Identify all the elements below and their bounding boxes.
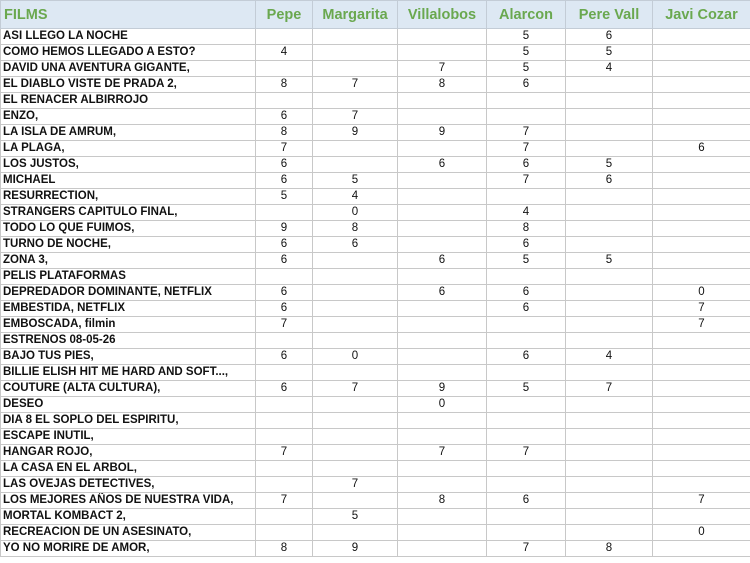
header-row: [1, 1, 750, 29]
pepe-score-cell[interactable]: 7: [256, 493, 313, 509]
pepe-score-cell[interactable]: 6: [256, 349, 313, 365]
javi-cozar-score-cell[interactable]: [653, 541, 750, 557]
pepe-score-cell[interactable]: 9: [256, 221, 313, 237]
margarita-score-cell[interactable]: [313, 429, 398, 445]
javi-cozar-score-cell[interactable]: 7: [653, 301, 750, 317]
villalobos-score-cell[interactable]: [398, 349, 487, 365]
villalobos-score-cell[interactable]: [398, 365, 487, 381]
alarcon-score-cell[interactable]: [487, 365, 566, 381]
table-row: [1, 45, 750, 61]
javi-cozar-score-cell[interactable]: [653, 253, 750, 269]
pere-vall-score-cell[interactable]: [566, 141, 653, 157]
pepe-score-cell[interactable]: 8: [256, 541, 313, 557]
column-header-margarita[interactable]: Margarita: [313, 1, 398, 29]
table-row: [1, 205, 750, 221]
alarcon-score-cell[interactable]: 6: [487, 493, 566, 509]
margarita-score-cell[interactable]: [313, 285, 398, 301]
margarita-score-cell[interactable]: 7: [313, 77, 398, 93]
table-row: [1, 525, 750, 541]
margarita-score-cell[interactable]: 5: [313, 173, 398, 189]
pere-vall-score-cell[interactable]: [566, 285, 653, 301]
table-row: [1, 397, 750, 413]
pere-vall-score-cell[interactable]: [566, 269, 653, 285]
film-title-cell[interactable]: TURNO DE NOCHE,: [1, 237, 256, 253]
villalobos-score-cell[interactable]: [398, 525, 487, 541]
alarcon-score-cell[interactable]: 6: [487, 301, 566, 317]
pepe-score-cell[interactable]: 7: [256, 445, 313, 461]
film-title-cell[interactable]: ESCAPE INUTIL,: [1, 429, 256, 445]
pepe-score-cell[interactable]: 4: [256, 45, 313, 61]
pepe-score-cell[interactable]: [256, 509, 313, 525]
table-row: [1, 253, 750, 269]
table-row: [1, 301, 750, 317]
pepe-score-cell[interactable]: 7: [256, 141, 313, 157]
javi-cozar-score-cell[interactable]: [653, 381, 750, 397]
javi-cozar-score-cell[interactable]: [653, 173, 750, 189]
margarita-score-cell[interactable]: 4: [313, 189, 398, 205]
film-title-cell[interactable]: EL RENACER ALBIRROJO: [1, 93, 256, 109]
film-title-cell[interactable]: DEPREDADOR DOMINANTE, NETFLIX: [1, 285, 256, 301]
pepe-score-cell[interactable]: [256, 477, 313, 493]
javi-cozar-score-cell[interactable]: [653, 109, 750, 125]
pere-vall-score-cell[interactable]: [566, 221, 653, 237]
javi-cozar-score-cell[interactable]: [653, 221, 750, 237]
pepe-score-cell[interactable]: 6: [256, 157, 313, 173]
margarita-score-cell[interactable]: [313, 269, 398, 285]
alarcon-score-cell[interactable]: 6: [487, 237, 566, 253]
javi-cozar-score-cell[interactable]: [653, 413, 750, 429]
margarita-score-cell[interactable]: [313, 413, 398, 429]
margarita-score-cell[interactable]: [313, 445, 398, 461]
film-title-cell[interactable]: ZONA 3,: [1, 253, 256, 269]
alarcon-score-cell[interactable]: [487, 397, 566, 413]
pere-vall-score-cell[interactable]: 6: [566, 173, 653, 189]
alarcon-score-cell[interactable]: 6: [487, 349, 566, 365]
margarita-score-cell[interactable]: [313, 301, 398, 317]
column-header-villalobos[interactable]: Villalobos: [398, 1, 487, 29]
pepe-score-cell[interactable]: 6: [256, 173, 313, 189]
alarcon-score-cell[interactable]: 5: [487, 253, 566, 269]
film-title-cell[interactable]: DESEO: [1, 397, 256, 413]
margarita-score-cell[interactable]: 8: [313, 221, 398, 237]
villalobos-score-cell[interactable]: 6: [398, 157, 487, 173]
margarita-score-cell[interactable]: 0: [313, 205, 398, 221]
alarcon-score-cell[interactable]: 6: [487, 285, 566, 301]
film-title-cell[interactable]: EMBOSCADA, filmin: [1, 317, 256, 333]
margarita-score-cell[interactable]: [313, 461, 398, 477]
table-row: [1, 61, 750, 77]
javi-cozar-score-cell[interactable]: [653, 77, 750, 93]
table-row: [1, 125, 750, 141]
film-title-cell[interactable]: TODO LO QUE FUIMOS,: [1, 221, 256, 237]
villalobos-score-cell[interactable]: [398, 189, 487, 205]
pere-vall-score-cell[interactable]: 4: [566, 61, 653, 77]
pere-vall-score-cell[interactable]: [566, 525, 653, 541]
pere-vall-score-cell[interactable]: 8: [566, 541, 653, 557]
pepe-score-cell[interactable]: 8: [256, 77, 313, 93]
pepe-score-cell[interactable]: [256, 461, 313, 477]
pere-vall-score-cell[interactable]: [566, 397, 653, 413]
villalobos-score-cell[interactable]: 7: [398, 445, 487, 461]
javi-cozar-score-cell[interactable]: [653, 349, 750, 365]
alarcon-score-cell[interactable]: [487, 429, 566, 445]
alarcon-score-cell[interactable]: [487, 269, 566, 285]
javi-cozar-score-cell[interactable]: [653, 333, 750, 349]
pepe-score-cell[interactable]: 5: [256, 189, 313, 205]
pere-vall-score-cell[interactable]: 5: [566, 157, 653, 173]
pere-vall-score-cell[interactable]: [566, 125, 653, 141]
film-title-cell[interactable]: YO NO MORIRE DE AMOR,: [1, 541, 256, 557]
villalobos-score-cell[interactable]: [398, 509, 487, 525]
table-body: [1, 29, 750, 557]
column-header-films[interactable]: FILMS: [1, 1, 256, 29]
table-row: [1, 413, 750, 429]
margarita-score-cell[interactable]: 6: [313, 237, 398, 253]
table-row: [1, 93, 750, 109]
javi-cozar-score-cell[interactable]: [653, 125, 750, 141]
alarcon-score-cell[interactable]: 5: [487, 45, 566, 61]
pepe-score-cell[interactable]: 6: [256, 285, 313, 301]
alarcon-score-cell[interactable]: [487, 333, 566, 349]
javi-cozar-score-cell[interactable]: [653, 477, 750, 493]
javi-cozar-score-cell[interactable]: [653, 461, 750, 477]
javi-cozar-score-cell[interactable]: 7: [653, 493, 750, 509]
alarcon-score-cell[interactable]: 4: [487, 205, 566, 221]
column-header-alarcon[interactable]: Alarcon: [487, 1, 566, 29]
villalobos-score-cell[interactable]: 8: [398, 77, 487, 93]
pere-vall-score-cell[interactable]: 6: [566, 29, 653, 45]
alarcon-score-cell[interactable]: [487, 477, 566, 493]
alarcon-score-cell[interactable]: [487, 525, 566, 541]
pepe-score-cell[interactable]: 6: [256, 301, 313, 317]
table-row: [1, 509, 750, 525]
film-title-cell[interactable]: EMBESTIDA, NETFLIX: [1, 301, 256, 317]
pepe-score-cell[interactable]: 6: [256, 237, 313, 253]
film-title-cell[interactable]: EL DIABLO VISTE DE PRADA 2,: [1, 77, 256, 93]
pere-vall-score-cell[interactable]: 5: [566, 45, 653, 61]
film-title-cell[interactable]: PELIS PLATAFORMAS: [1, 269, 256, 285]
alarcon-score-cell[interactable]: [487, 509, 566, 525]
film-title-cell[interactable]: STRANGERS CAPITULO FINAL,: [1, 205, 256, 221]
film-title-cell[interactable]: HANGAR ROJO,: [1, 445, 256, 461]
column-header-pere-vall[interactable]: Pere Vall: [566, 1, 653, 29]
table-row: [1, 333, 750, 349]
table-row: [1, 541, 750, 557]
alarcon-score-cell[interactable]: 7: [487, 541, 566, 557]
villalobos-score-cell[interactable]: [398, 317, 487, 333]
pere-vall-score-cell[interactable]: [566, 477, 653, 493]
table-row: [1, 461, 750, 477]
margarita-score-cell[interactable]: 7: [313, 477, 398, 493]
pepe-score-cell[interactable]: [256, 413, 313, 429]
pere-vall-score-cell[interactable]: [566, 365, 653, 381]
pere-vall-score-cell[interactable]: [566, 77, 653, 93]
table-row: [1, 29, 750, 45]
javi-cozar-score-cell[interactable]: 7: [653, 317, 750, 333]
margarita-score-cell[interactable]: [313, 141, 398, 157]
film-title-cell[interactable]: ASI LLEGO LA NOCHE: [1, 29, 256, 45]
table-row: [1, 445, 750, 461]
alarcon-score-cell[interactable]: 8: [487, 221, 566, 237]
table-row: [1, 285, 750, 301]
javi-cozar-score-cell[interactable]: [653, 365, 750, 381]
villalobos-score-cell[interactable]: [398, 413, 487, 429]
table-row: [1, 221, 750, 237]
margarita-score-cell[interactable]: [313, 61, 398, 77]
pere-vall-score-cell[interactable]: [566, 189, 653, 205]
film-title-cell[interactable]: LA CASA EN EL ARBOL,: [1, 461, 256, 477]
javi-cozar-score-cell[interactable]: [653, 429, 750, 445]
table-row: [1, 317, 750, 333]
pepe-score-cell[interactable]: 6: [256, 253, 313, 269]
villalobos-score-cell[interactable]: [398, 45, 487, 61]
villalobos-score-cell[interactable]: 6: [398, 285, 487, 301]
table-row: [1, 77, 750, 93]
film-title-cell[interactable]: DIA 8 EL SOPLO DEL ESPIRITU,: [1, 413, 256, 429]
film-title-cell[interactable]: MORTAL KOMBACT 2,: [1, 509, 256, 525]
margarita-score-cell[interactable]: 0: [313, 349, 398, 365]
javi-cozar-score-cell[interactable]: 0: [653, 525, 750, 541]
pere-vall-score-cell[interactable]: [566, 301, 653, 317]
pepe-score-cell[interactable]: [256, 93, 313, 109]
film-title-cell[interactable]: LA PLAGA,: [1, 141, 256, 157]
pepe-score-cell[interactable]: [256, 269, 313, 285]
margarita-score-cell[interactable]: 7: [313, 381, 398, 397]
table-row: [1, 109, 750, 125]
pere-vall-score-cell[interactable]: [566, 237, 653, 253]
margarita-score-cell[interactable]: 5: [313, 509, 398, 525]
villalobos-score-cell[interactable]: [398, 173, 487, 189]
pepe-score-cell[interactable]: [256, 365, 313, 381]
margarita-score-cell[interactable]: 7: [313, 109, 398, 125]
margarita-score-cell[interactable]: [313, 365, 398, 381]
pere-vall-score-cell[interactable]: [566, 493, 653, 509]
javi-cozar-score-cell[interactable]: 6: [653, 141, 750, 157]
villalobos-score-cell[interactable]: 7: [398, 61, 487, 77]
javi-cozar-score-cell[interactable]: [653, 445, 750, 461]
alarcon-score-cell[interactable]: 5: [487, 29, 566, 45]
villalobos-score-cell[interactable]: [398, 301, 487, 317]
villalobos-score-cell[interactable]: 6: [398, 253, 487, 269]
alarcon-score-cell[interactable]: 7: [487, 141, 566, 157]
film-title-cell[interactable]: COUTURE (ALTA CULTURA),: [1, 381, 256, 397]
villalobos-score-cell[interactable]: [398, 109, 487, 125]
villalobos-score-cell[interactable]: 9: [398, 125, 487, 141]
pepe-score-cell[interactable]: [256, 397, 313, 413]
margarita-score-cell[interactable]: [313, 45, 398, 61]
pepe-score-cell[interactable]: [256, 29, 313, 45]
alarcon-score-cell[interactable]: [487, 317, 566, 333]
pere-vall-score-cell[interactable]: [566, 109, 653, 125]
table-row: [1, 477, 750, 493]
alarcon-score-cell[interactable]: [487, 189, 566, 205]
alarcon-score-cell[interactable]: 5: [487, 381, 566, 397]
alarcon-score-cell[interactable]: 6: [487, 77, 566, 93]
javi-cozar-score-cell[interactable]: [653, 397, 750, 413]
table-row: [1, 349, 750, 365]
pepe-score-cell[interactable]: [256, 429, 313, 445]
pepe-score-cell[interactable]: 7: [256, 317, 313, 333]
pepe-score-cell[interactable]: [256, 333, 313, 349]
table-row: [1, 269, 750, 285]
table-row: [1, 173, 750, 189]
javi-cozar-score-cell[interactable]: [653, 269, 750, 285]
villalobos-score-cell[interactable]: [398, 429, 487, 445]
pepe-score-cell[interactable]: [256, 61, 313, 77]
margarita-score-cell[interactable]: 9: [313, 541, 398, 557]
pere-vall-score-cell[interactable]: [566, 429, 653, 445]
pere-vall-score-cell[interactable]: [566, 445, 653, 461]
javi-cozar-score-cell[interactable]: [653, 29, 750, 45]
pere-vall-score-cell[interactable]: 4: [566, 349, 653, 365]
pepe-score-cell[interactable]: 6: [256, 381, 313, 397]
margarita-score-cell[interactable]: [313, 493, 398, 509]
pere-vall-score-cell[interactable]: [566, 333, 653, 349]
pepe-score-cell[interactable]: 6: [256, 109, 313, 125]
table-row: [1, 429, 750, 445]
margarita-score-cell[interactable]: [313, 317, 398, 333]
alarcon-score-cell[interactable]: [487, 93, 566, 109]
margarita-score-cell[interactable]: [313, 397, 398, 413]
film-title-cell[interactable]: BAJO TUS PIES,: [1, 349, 256, 365]
film-title-cell[interactable]: LOS MEJORES AÑOS DE NUESTRA VIDA,: [1, 493, 256, 509]
film-title-cell[interactable]: LOS JUSTOS,: [1, 157, 256, 173]
film-title-cell[interactable]: COMO HEMOS LLEGADO A ESTO?: [1, 45, 256, 61]
margarita-score-cell[interactable]: [313, 333, 398, 349]
column-header-pepe[interactable]: Pepe: [256, 1, 313, 29]
table-row: [1, 237, 750, 253]
javi-cozar-score-cell[interactable]: [653, 93, 750, 109]
pere-vall-score-cell[interactable]: [566, 93, 653, 109]
column-header-javi-cozar[interactable]: Javi Cozar: [653, 1, 750, 29]
villalobos-score-cell[interactable]: 8: [398, 493, 487, 509]
pere-vall-score-cell[interactable]: [566, 509, 653, 525]
villalobos-score-cell[interactable]: [398, 541, 487, 557]
table-row: [1, 189, 750, 205]
pepe-score-cell[interactable]: 8: [256, 125, 313, 141]
margarita-score-cell[interactable]: [313, 93, 398, 109]
alarcon-score-cell[interactable]: [487, 109, 566, 125]
pepe-score-cell[interactable]: [256, 525, 313, 541]
javi-cozar-score-cell[interactable]: [653, 509, 750, 525]
table-row: [1, 493, 750, 509]
javi-cozar-score-cell[interactable]: [653, 189, 750, 205]
javi-cozar-score-cell[interactable]: [653, 61, 750, 77]
table-row: [1, 157, 750, 173]
villalobos-score-cell[interactable]: [398, 141, 487, 157]
margarita-score-cell[interactable]: [313, 253, 398, 269]
margarita-score-cell[interactable]: [313, 525, 398, 541]
table-row: [1, 141, 750, 157]
table-row: [1, 381, 750, 397]
pepe-score-cell[interactable]: [256, 205, 313, 221]
alarcon-score-cell[interactable]: 7: [487, 125, 566, 141]
margarita-score-cell[interactable]: [313, 29, 398, 45]
villalobos-score-cell[interactable]: [398, 477, 487, 493]
margarita-score-cell[interactable]: [313, 157, 398, 173]
javi-cozar-score-cell[interactable]: [653, 237, 750, 253]
villalobos-score-cell[interactable]: [398, 333, 487, 349]
film-title-cell[interactable]: MICHAEL: [1, 173, 256, 189]
film-title-cell[interactable]: BILLIE ELISH HIT ME HARD AND SOFT...,: [1, 365, 256, 381]
javi-cozar-score-cell[interactable]: [653, 45, 750, 61]
film-title-cell[interactable]: RESURRECTION,: [1, 189, 256, 205]
villalobos-score-cell[interactable]: [398, 221, 487, 237]
villalobos-score-cell[interactable]: 9: [398, 381, 487, 397]
villalobos-score-cell[interactable]: [398, 205, 487, 221]
film-title-cell[interactable]: ENZO,: [1, 109, 256, 125]
table-row: [1, 365, 750, 381]
villalobos-score-cell[interactable]: [398, 29, 487, 45]
villalobos-score-cell[interactable]: [398, 237, 487, 253]
pere-vall-score-cell[interactable]: [566, 413, 653, 429]
pere-vall-score-cell[interactable]: [566, 205, 653, 221]
javi-cozar-score-cell[interactable]: [653, 205, 750, 221]
villalobos-score-cell[interactable]: [398, 93, 487, 109]
film-title-cell[interactable]: DAVID UNA AVENTURA GIGANTE,: [1, 61, 256, 77]
alarcon-score-cell[interactable]: 5: [487, 61, 566, 77]
villalobos-score-cell[interactable]: [398, 461, 487, 477]
alarcon-score-cell[interactable]: 7: [487, 445, 566, 461]
alarcon-score-cell[interactable]: [487, 413, 566, 429]
villalobos-score-cell[interactable]: [398, 269, 487, 285]
javi-cozar-score-cell[interactable]: [653, 157, 750, 173]
pere-vall-score-cell[interactable]: 5: [566, 253, 653, 269]
alarcon-score-cell[interactable]: [487, 461, 566, 477]
pere-vall-score-cell[interactable]: [566, 461, 653, 477]
alarcon-score-cell[interactable]: 7: [487, 173, 566, 189]
film-title-cell[interactable]: ESTRENOS 08-05-26: [1, 333, 256, 349]
pere-vall-score-cell[interactable]: 7: [566, 381, 653, 397]
pere-vall-score-cell[interactable]: [566, 317, 653, 333]
film-title-cell[interactable]: LAS OVEJAS DETECTIVES,: [1, 477, 256, 493]
margarita-score-cell[interactable]: 9: [313, 125, 398, 141]
film-title-cell[interactable]: RECREACION DE UN ASESINATO,: [1, 525, 256, 541]
alarcon-score-cell[interactable]: 6: [487, 157, 566, 173]
villalobos-score-cell[interactable]: 0: [398, 397, 487, 413]
javi-cozar-score-cell[interactable]: 0: [653, 285, 750, 301]
film-title-cell[interactable]: LA ISLA DE AMRUM,: [1, 125, 256, 141]
